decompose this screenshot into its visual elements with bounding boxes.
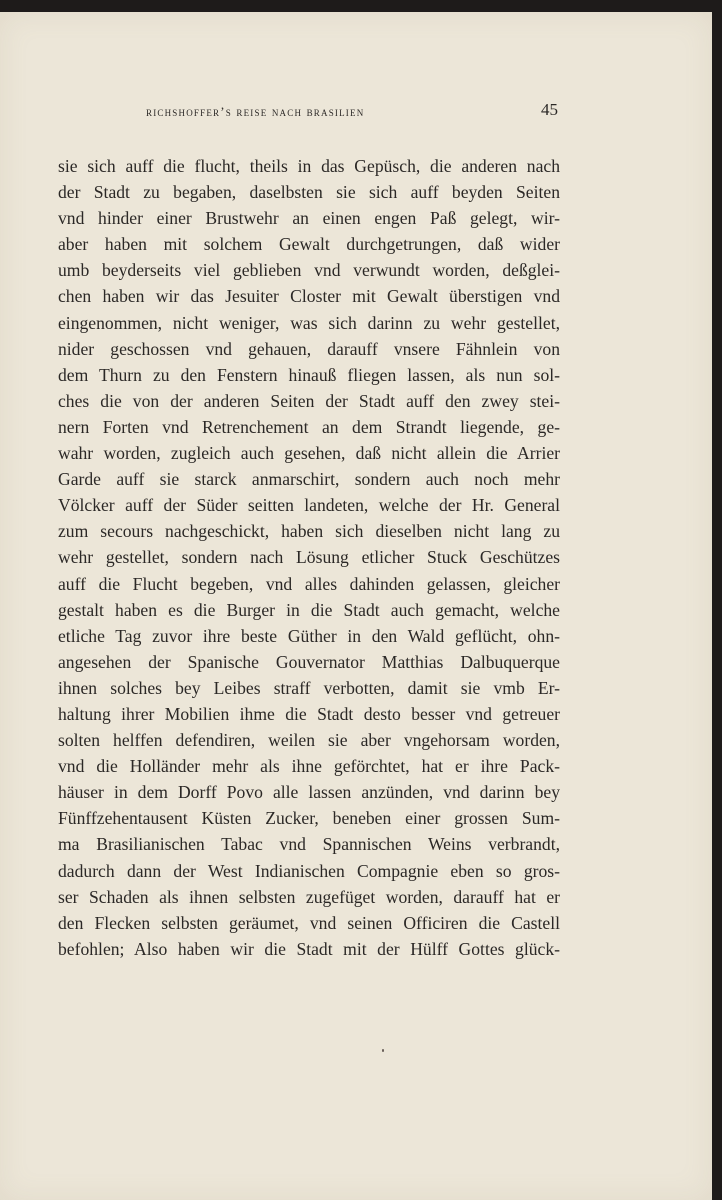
text-line: wahr worden, zugleich auch gesehen, daß nicht allein die Arrier <box>58 443 560 464</box>
text-line: ma Brasilianischen Tabac vnd Spannischen Weins verbrandt, <box>58 834 560 855</box>
text-line: wehr gestellet, sondern nach Lösung etlicher Stuck Geschützes <box>58 547 560 568</box>
text-line: dadurch dann der West Indianischen Compagnie eben so gros- <box>58 860 560 881</box>
text-line: dem Thurn zu den Fenstern hinauß fliegen lassen, als nun sol- <box>58 364 560 385</box>
text-line: gestalt haben es die Burger in die Stadt auch gemacht, welche <box>58 599 560 620</box>
scan-border-right <box>712 0 722 1200</box>
scan-border-top <box>0 0 722 12</box>
text-line: auff die Flucht begeben, vnd alles dahinden gelassen, gleicher <box>58 573 560 594</box>
text-line: Fünffzehentausent Küsten Zucker, beneben einer grossen Sum- <box>58 808 560 829</box>
text-line: angesehen der Spanische Gouvernator Matthias Dalbuquerque <box>58 651 560 672</box>
text-line: vnd hinder einer Brustwehr an einen engen Paß gelegt, wir- <box>58 208 560 229</box>
page-header <box>146 100 558 124</box>
text-line: eingenommen, nicht weniger, was sich darinn zu wehr gestellet, <box>58 312 560 333</box>
text-line: Völcker auff der Süder seitten landeten, welche der Hr. General <box>58 495 560 516</box>
text-line: sie sich auff die flucht, theils in das Gepüsch, die anderen nach <box>58 156 560 176</box>
text-line: Garde auff sie starck anmarschirt, sondern auch noch mehr <box>58 469 560 490</box>
text-line: umb beyderseits viel geblieben vnd verwundt worden, deßglei- <box>58 260 560 281</box>
text-line: etliche Tag zuvor ihre beste Güther in den Wald geflücht, ohn- <box>58 625 560 646</box>
book-page <box>0 12 712 1200</box>
text-line: ser Schaden als ihnen selbsten zugefüget worden, darauff hat er <box>58 886 560 907</box>
body-text <box>58 153 560 962</box>
text-line: ihnen solches bey Leibes straff verbotten, damit sie vmb Er- <box>58 677 560 698</box>
text-line: der Stadt zu begaben, daselbsten sie sich auff beyden Seiten <box>58 182 560 203</box>
text-line: chen haben wir das Jesuiter Closter mit Gewalt überstigen vnd <box>58 286 560 307</box>
text-line: solten helffen defendiren, weilen sie aber vngehorsam worden, <box>58 730 560 751</box>
text-line: befohlen; Also haben wir die Stadt mit der Hülff Gottes glück- <box>58 938 560 959</box>
text-line: nider geschossen vnd gehauen, darauff vnsere Fähnlein von <box>58 338 560 359</box>
text-line: den Flecken selbsten geräumet, vnd seinen Officiren die Castell <box>58 912 560 933</box>
text-line: aber haben mit solchem Gewalt durchgetrungen, daß wider <box>58 234 560 255</box>
text-line: haltung ihrer Mobilien ihme die Stadt desto besser vnd getreuer <box>58 703 560 724</box>
running-title: richshoffer’s reise nach brasilien <box>146 104 365 119</box>
text-line: vnd die Holländer mehr als ihne geförchtet, hat er ihre Pack- <box>58 756 560 777</box>
text-line: nern Forten vnd Retrenchement an dem Strandt liegende, ge- <box>58 416 560 437</box>
paper-speck <box>382 1049 384 1052</box>
text-line: zum secours nachgeschickt, haben sich dieselben nicht lang zu <box>58 521 560 542</box>
page-number: 45 <box>541 100 558 119</box>
text-line: ches die von der anderen Seiten der Stadt auff den zwey stei- <box>58 390 560 411</box>
text-line: häuser in dem Dorff Povo alle lassen anzünden, vnd darinn bey <box>58 782 560 803</box>
